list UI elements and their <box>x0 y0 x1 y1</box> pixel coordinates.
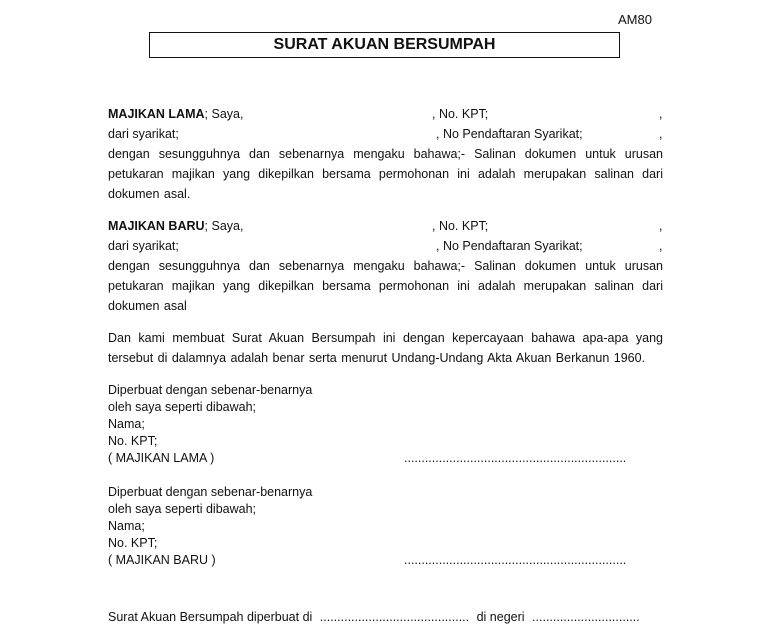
signature-block-baru <box>108 484 663 570</box>
sign-lama-kpt: No. KPT; <box>108 434 158 448</box>
document-title: SURAT AKUAN BERSUMPAH <box>149 32 620 58</box>
lama-name-line <box>108 104 663 124</box>
footer-dots-2: ............................... <box>532 610 640 624</box>
sign-baru-nama: Nama; <box>108 519 145 533</box>
baru-name-line <box>108 216 663 236</box>
sign-lama-role-row <box>108 450 663 468</box>
sign-baru-role: ( MAJIKAN BARU ) <box>108 553 216 567</box>
lama-company-line <box>108 124 663 144</box>
baru-kpt-label: , No. KPT; <box>432 219 489 233</box>
lama-comma: , <box>659 107 663 121</box>
lama-kpt-label: , No. KPT; <box>432 107 489 121</box>
signature-block-lama <box>108 382 663 468</box>
baru-comma: , <box>659 219 663 233</box>
lama-pendaftaran-label: , No Pendaftaran Syarikat; <box>436 127 583 141</box>
declaration-paragraph: Dan kami membuat Surat Akuan Bersumpah ini dengan kepercayaan bahawa apa-apa yang tersebut di dalamnya adalah benar serta menurut Undang-Undang Akta Akuan Berkanun 1960. <box>108 331 663 365</box>
footer-dots-1: ........................................... <box>319 610 470 624</box>
footer-text-2: di negeri <box>476 610 525 624</box>
baru-company-line <box>108 236 663 256</box>
lama-label: MAJIKAN LAMA <box>108 107 205 121</box>
sign-lama-line1: Diperbuat dengan sebenar-benarnya <box>108 383 313 397</box>
baru-comma-2: , <box>659 239 663 253</box>
document-body <box>108 104 663 570</box>
footer-line <box>108 610 644 624</box>
baru-dari-label: dari syarikat; <box>108 239 179 253</box>
baru-pendaftaran-label: , No Pendaftaran Syarikat; <box>436 239 583 253</box>
baru-saya: ; Saya, <box>204 219 244 233</box>
sign-baru-line1: Diperbuat dengan sebenar-benarnya <box>108 485 313 499</box>
lama-saya: ; Saya, <box>204 107 244 121</box>
lama-statement: dengan sesungguhnya dan sebenarnya mengaku bahawa;- Salinan dokumen untuk urusan petukaran majikan yang dikepilkan bersama permohonan ini adalah merupakan salinan dari dokumen asal. <box>108 147 663 201</box>
sign-baru-role-row <box>108 552 663 570</box>
sign-lama-line2: oleh saya seperti dibawah; <box>108 400 257 414</box>
footer-text-1: Surat Akuan Bersumpah diperbuat di <box>108 610 313 624</box>
baru-label: MAJIKAN BARU <box>108 219 205 233</box>
sign-lama-nama: Nama; <box>108 417 145 431</box>
baru-statement: dengan sesungguhnya dan sebenarnya mengaku bahawa;- Salinan dokumen untuk urusan petukaran majikan yang dikepilkan bersama permohonan ini adalah merupakan salinan dari dokumen asal <box>108 259 663 313</box>
form-code: AM80 <box>618 12 652 27</box>
sign-lama-role: ( MAJIKAN LAMA ) <box>108 451 215 465</box>
sign-baru-line2: oleh saya seperti dibawah; <box>108 502 257 516</box>
sign-baru-signature-line: ................................................................ <box>404 553 627 567</box>
lama-comma-2: , <box>659 127 663 141</box>
lama-dari-label: dari syarikat; <box>108 127 179 141</box>
sign-lama-signature-line: ................................................................ <box>404 451 627 465</box>
sign-baru-kpt: No. KPT; <box>108 536 158 550</box>
